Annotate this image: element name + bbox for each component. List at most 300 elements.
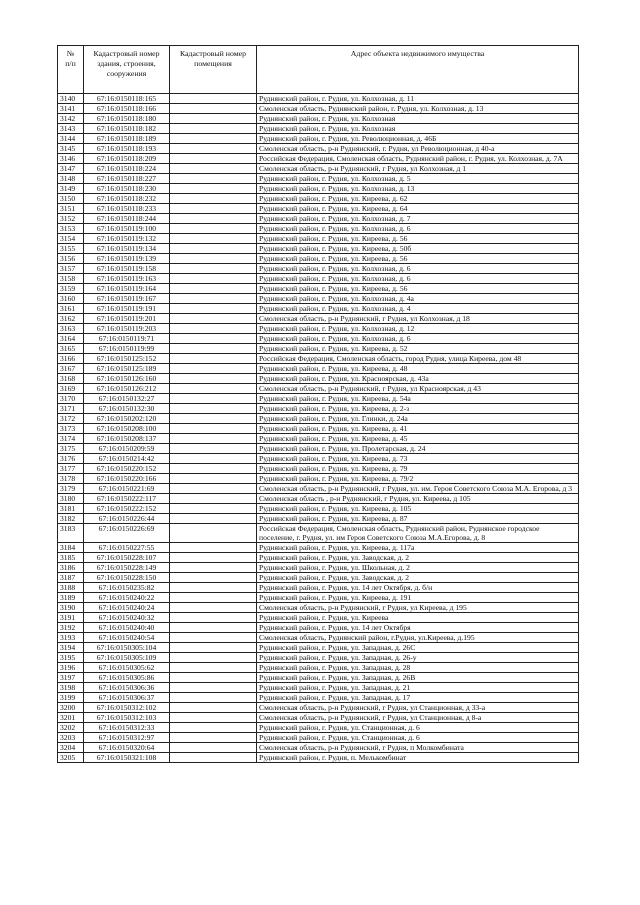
row-number: 3162	[58, 314, 84, 324]
row-number: 3195	[58, 653, 84, 663]
row-number: 3181	[58, 504, 84, 514]
cadastral-room-number	[170, 404, 257, 414]
table-row	[58, 573, 579, 583]
row-number: 3182	[58, 514, 84, 524]
row-number: 3155	[58, 244, 84, 254]
cadastral-building-number: 67:16:0150132:30	[84, 404, 170, 414]
table-row	[58, 623, 579, 633]
table-row	[58, 444, 579, 454]
address-cell: Смоленская область, р-н Руднянский, г Рудня, п Молкомбината	[257, 743, 579, 753]
row-number: 3141	[58, 104, 84, 114]
cadastral-building-number: 67:16:0150125:189	[84, 364, 170, 374]
cadastral-building-number: 67:16:0150240:40	[84, 623, 170, 633]
cadastral-room-number	[170, 653, 257, 663]
table-row	[58, 274, 579, 284]
table-row	[58, 224, 579, 234]
cadastral-building-number: 67:16:0150118:230	[84, 184, 170, 194]
cadastral-room-number	[170, 504, 257, 514]
row-number: 3154	[58, 234, 84, 244]
cadastral-room-number	[170, 244, 257, 254]
address-cell: Руднянский район, г. Рудня, ул. Киреева, д. 56	[257, 284, 579, 294]
row-number: 3196	[58, 663, 84, 673]
address-cell: Смоленская область , р-н Руднянский, г Рудня, ул. Киреева, д 105	[257, 494, 579, 504]
cadastral-building-number: 67:16:0150240:22	[84, 593, 170, 603]
cadastral-building-number: 67:16:0150312:103	[84, 713, 170, 723]
table-row	[58, 633, 579, 643]
cadastral-room-number	[170, 234, 257, 244]
address-cell: Руднянский район, г. Рудня, ул. Колхозная	[257, 114, 579, 124]
cadastral-room-number	[170, 174, 257, 184]
row-number: 3163	[58, 324, 84, 334]
row-number: 3202	[58, 723, 84, 733]
cadastral-building-number: 67:16:0150208:137	[84, 434, 170, 444]
cadastral-room-number	[170, 514, 257, 524]
address-cell: Руднянский район, г. Рудня, ул. Киреева, д. 191	[257, 593, 579, 603]
row-number: 3144	[58, 134, 84, 144]
address-cell: Руднянский район, г. Рудня, ул. Киреева, д. 87	[257, 514, 579, 524]
cadastral-building-number: 67:16:0150125:152	[84, 354, 170, 364]
cadastral-room-number	[170, 424, 257, 434]
address-cell: Руднянский район, г. Рудня, ул. Киреева, д. 62	[257, 194, 579, 204]
cadastral-building-number: 67:16:0150312:33	[84, 723, 170, 733]
table-row	[58, 294, 579, 304]
row-number: 3146	[58, 154, 84, 164]
table-row	[58, 144, 579, 154]
cadastral-building-number: 67:16:0150321:108	[84, 753, 170, 763]
table-row	[58, 284, 579, 294]
address-cell: Руднянский район, г. Рудня, ул. Колхозная, д. 6	[257, 334, 579, 344]
row-number: 3140	[58, 94, 84, 104]
table-row	[58, 234, 579, 244]
address-cell: Руднянский район, г. Рудня, ул. Киреева, д. 79	[257, 464, 579, 474]
cadastral-room-number	[170, 444, 257, 454]
address-cell: Руднянский район, г. Рудня, ул. Западная, д. 26-у	[257, 653, 579, 663]
cadastral-room-number	[170, 494, 257, 504]
address-cell: Руднянский район, г. Рудня, ул. Киреева, д. 50б	[257, 244, 579, 254]
address-cell: Руднянский район, г. Рудня, ул. Революционная, д. 46Б	[257, 134, 579, 144]
cadastral-building-number: 67:16:0150312:102	[84, 703, 170, 713]
address-cell: Руднянский район, г. Рудня, ул. Киреева, д. 105	[257, 504, 579, 514]
address-cell: Руднянский район, г. Рудня, ул. Глинки, д. 24а	[257, 414, 579, 424]
table-row	[58, 723, 579, 733]
table-row	[58, 404, 579, 414]
table-row	[58, 304, 579, 314]
cadastral-building-number: 67:16:0150209:59	[84, 444, 170, 454]
cadastral-building-number: 67:16:0150126:160	[84, 374, 170, 384]
table-row	[58, 334, 579, 344]
table-row	[58, 244, 579, 254]
row-number: 3180	[58, 494, 84, 504]
row-number: 3149	[58, 184, 84, 194]
cadastral-building-number: 67:16:0150118:224	[84, 164, 170, 174]
cadastral-room-number	[170, 703, 257, 713]
address-cell: Руднянский район, г. Рудня, ул. Колхозная	[257, 124, 579, 134]
cadastral-building-number: 67:16:0150320:64	[84, 743, 170, 753]
cadastral-building-number: 67:16:0150126:212	[84, 384, 170, 394]
cadastral-building-number: 67:16:0150228:150	[84, 573, 170, 583]
table-row	[58, 543, 579, 553]
address-cell: Руднянский район, г. Рудня, ул. Киреева, д. 48	[257, 364, 579, 374]
address-cell: Руднянский район, г. Рудня, ул. Станционная, д. 6	[257, 723, 579, 733]
row-number: 3199	[58, 693, 84, 703]
address-cell: Руднянский район, г. Рудня, ул. Колхозная, д. 13	[257, 184, 579, 194]
cadastral-building-number: 67:16:0150119:134	[84, 244, 170, 254]
cadastral-building-number: 67:16:0150305:86	[84, 673, 170, 683]
table-row	[58, 174, 579, 184]
address-cell: Руднянский район, г. Рудня, ул. Киреева, д. 56	[257, 254, 579, 264]
cadastral-room-number	[170, 274, 257, 284]
cadastral-room-number	[170, 284, 257, 294]
table-row	[58, 94, 579, 104]
row-number: 3192	[58, 623, 84, 633]
table-row	[58, 324, 579, 334]
cadastral-building-number: 67:16:0150202:120	[84, 414, 170, 424]
cadastral-building-number: 67:16:0150305:104	[84, 643, 170, 653]
address-cell: Смоленская область, р-н Руднянский, г Рудня, ул Колхозная, д 1	[257, 164, 579, 174]
row-number: 3147	[58, 164, 84, 174]
address-cell: Смоленская область, р-н Руднянский, г Рудня, ул Колхозная, д 18	[257, 314, 579, 324]
cadastral-room-number	[170, 134, 257, 144]
cadastral-building-number: 67:16:0150118:193	[84, 144, 170, 154]
table-row	[58, 184, 579, 194]
address-cell: Руднянский район, г. Рудня, ул. Западная, д. 26В	[257, 673, 579, 683]
cadastral-room-number	[170, 454, 257, 464]
header-row-number: № п/п	[58, 46, 84, 94]
cadastral-building-number: 67:16:0150118:233	[84, 204, 170, 214]
address-cell: Руднянский район, г. Рудня, ул. Станционная, д. 6	[257, 733, 579, 743]
row-number: 3171	[58, 404, 84, 414]
row-number: 3190	[58, 603, 84, 613]
row-number: 3152	[58, 214, 84, 224]
row-number: 3188	[58, 583, 84, 593]
address-cell: Руднянский район, г. Рудня, ул. Пролетарская, д. 24	[257, 444, 579, 454]
table-row	[58, 424, 579, 434]
row-number: 3177	[58, 464, 84, 474]
cadastral-room-number	[170, 334, 257, 344]
cadastral-building-number: 67:16:0150240:54	[84, 633, 170, 643]
address-cell: Руднянский район, г. Рудня, п. Мелькомбинат	[257, 753, 579, 763]
cadastral-room-number	[170, 184, 257, 194]
cadastral-room-number	[170, 713, 257, 723]
address-cell: Руднянский район, г. Рудня, ул. Киреева, д. 2-з	[257, 404, 579, 414]
cadastral-building-number: 67:16:0150119:71	[84, 334, 170, 344]
row-number: 3166	[58, 354, 84, 364]
cadastral-room-number	[170, 124, 257, 134]
table-row	[58, 693, 579, 703]
address-cell: Руднянский район, г. Рудня, ул. Киреева, д. 117а	[257, 543, 579, 553]
cadastral-room-number	[170, 94, 257, 104]
cadastral-room-number	[170, 204, 257, 214]
cadastral-room-number	[170, 723, 257, 733]
cadastral-building-number: 67:16:0150226:69	[84, 524, 170, 543]
row-number: 3189	[58, 593, 84, 603]
table-row	[58, 434, 579, 444]
cadastral-room-number	[170, 693, 257, 703]
cadastral-building-number: 67:16:0150132:27	[84, 394, 170, 404]
cadastral-building-number: 67:16:0150305:109	[84, 653, 170, 663]
row-number: 3183	[58, 524, 84, 543]
cadastral-building-number: 67:16:0150220:166	[84, 474, 170, 484]
address-cell: Смоленская область, р-н Руднянский, г. Рудня, ул Революционная, д 40-а	[257, 144, 579, 154]
cadastral-room-number	[170, 474, 257, 484]
header-address: Адрес объекта недвижимого имущества	[257, 46, 579, 94]
address-cell: Руднянский район, г. Рудня, ул. Киреева, д. 52	[257, 344, 579, 354]
cadastral-room-number	[170, 344, 257, 354]
address-cell: Смоленская область, р-н Руднянский, г Рудня, ул Красноярская, д 43	[257, 384, 579, 394]
row-number: 3161	[58, 304, 84, 314]
cadastral-room-number	[170, 543, 257, 553]
cadastral-room-number	[170, 384, 257, 394]
row-number: 3194	[58, 643, 84, 653]
cadastral-room-number	[170, 304, 257, 314]
property-register-table	[57, 45, 579, 763]
table-header-row	[58, 46, 579, 94]
row-number: 3176	[58, 454, 84, 464]
table-row	[58, 713, 579, 723]
row-number: 3197	[58, 673, 84, 683]
address-cell: Руднянский район, г. Рудня, ул. Заводская, д. 2	[257, 573, 579, 583]
cadastral-building-number: 67:16:0150119:132	[84, 234, 170, 244]
address-cell: Руднянский район, г. Рудня, ул. Заводская, д. 2	[257, 553, 579, 563]
table-row	[58, 254, 579, 264]
row-number: 3157	[58, 264, 84, 274]
cadastral-building-number: 67:16:0150119:100	[84, 224, 170, 234]
address-cell: Руднянский район, г. Рудня, ул. 14 лет Октября, д. б/н	[257, 583, 579, 593]
address-cell: Российская Федерация, Смоленская область, город Рудня, улица Киреева, дом 48	[257, 354, 579, 364]
row-number: 3187	[58, 573, 84, 583]
address-cell: Российская Федерация, Смоленская область, Руднянский район, Руднянское городское поселение, г. Рудня, ул. им Героя Советского Союза М.А.Егорова, д. 8	[257, 524, 579, 543]
row-number: 3150	[58, 194, 84, 204]
address-cell: Смоленская область, р-н Руднянский, г Рудня, ул Станционная, д 8-а	[257, 713, 579, 723]
cadastral-room-number	[170, 743, 257, 753]
row-number: 3153	[58, 224, 84, 234]
table-row	[58, 593, 579, 603]
table-row	[58, 414, 579, 424]
row-number: 3203	[58, 733, 84, 743]
address-cell: Смоленская область, Руднянский район, г.Рудня, ул.Киреева, д.195	[257, 633, 579, 643]
table-row	[58, 454, 579, 464]
cadastral-building-number: 67:16:0150118:182	[84, 124, 170, 134]
row-number: 3172	[58, 414, 84, 424]
address-cell: Руднянский район, г. Рудня, ул. Киреева, д. 73	[257, 454, 579, 464]
table-row	[58, 484, 579, 494]
cadastral-room-number	[170, 613, 257, 623]
cadastral-building-number: 67:16:0150118:209	[84, 154, 170, 164]
row-number: 3170	[58, 394, 84, 404]
row-number: 3185	[58, 553, 84, 563]
address-cell: Руднянский район, г. Рудня, ул. Колхозная, д. 12	[257, 324, 579, 334]
table-row	[58, 354, 579, 364]
address-cell: Российская Федерация, Смоленская область, Руднянский район, г. Рудня, ул. Колхозная, д. 7А	[257, 154, 579, 164]
cadastral-building-number: 67:16:0150226:44	[84, 514, 170, 524]
cadastral-room-number	[170, 633, 257, 643]
cadastral-room-number	[170, 563, 257, 573]
table-row	[58, 214, 579, 224]
row-number: 3191	[58, 613, 84, 623]
table-row	[58, 663, 579, 673]
cadastral-room-number	[170, 673, 257, 683]
cadastral-room-number	[170, 164, 257, 174]
table-row	[58, 643, 579, 653]
cadastral-building-number: 67:16:0150119:164	[84, 284, 170, 294]
table-row	[58, 733, 579, 743]
address-cell: Руднянский район, г. Рудня, ул. Киреева, д. 45	[257, 434, 579, 444]
cadastral-building-number: 67:16:0150228:107	[84, 553, 170, 563]
address-cell: Руднянский район, г. Рудня, ул. Колхозная, д. 6	[257, 274, 579, 284]
row-number: 3158	[58, 274, 84, 284]
table-row	[58, 613, 579, 623]
cadastral-room-number	[170, 663, 257, 673]
row-number: 3159	[58, 284, 84, 294]
table-row	[58, 524, 579, 543]
row-number: 3174	[58, 434, 84, 444]
address-cell: Руднянский район, г. Рудня, ул. Школьная, д. 2	[257, 563, 579, 573]
cadastral-building-number: 67:16:0150119:139	[84, 254, 170, 264]
header-cadastral-room: Кадастровый номер помещения	[170, 46, 257, 94]
address-cell: Смоленская область, р-н Руднянский, г Рудня, ул Станционная, д 33-а	[257, 703, 579, 713]
cadastral-room-number	[170, 593, 257, 603]
table-row	[58, 603, 579, 613]
table-row	[58, 104, 579, 114]
table-row	[58, 464, 579, 474]
cadastral-room-number	[170, 144, 257, 154]
cadastral-building-number: 67:16:0150305:62	[84, 663, 170, 673]
cadastral-room-number	[170, 683, 257, 693]
table-row	[58, 204, 579, 214]
cadastral-room-number	[170, 573, 257, 583]
table-row	[58, 394, 579, 404]
row-number: 3165	[58, 344, 84, 354]
address-cell: Руднянский район, г. Рудня, ул. Киреева	[257, 613, 579, 623]
address-cell: Руднянский район, г. Рудня, ул. Колхозная, д. 6	[257, 224, 579, 234]
cadastral-building-number: 67:16:0150119:99	[84, 344, 170, 354]
cadastral-room-number	[170, 254, 257, 264]
cadastral-room-number	[170, 553, 257, 563]
row-number: 3142	[58, 114, 84, 124]
cadastral-room-number	[170, 264, 257, 274]
address-cell: Руднянский район, г. Рудня, ул. Западная, д. 21	[257, 683, 579, 693]
address-cell: Смоленская область, р-н Руднянский, г Рудня, ул. им. Героя Советского Союза М.А. Егорова, д 3	[257, 484, 579, 494]
row-number: 3160	[58, 294, 84, 304]
address-cell: Руднянский район, г. Рудня, ул. Западная, д. 17	[257, 693, 579, 703]
address-cell: Руднянский район, г. Рудня, ул. 14 лет Октября	[257, 623, 579, 633]
cadastral-room-number	[170, 753, 257, 763]
table-row	[58, 374, 579, 384]
address-cell: Руднянский район, г. Рудня, ул. Колхозная, д. 7	[257, 214, 579, 224]
table-row	[58, 154, 579, 164]
table-row	[58, 114, 579, 124]
table-row	[58, 124, 579, 134]
row-number: 3167	[58, 364, 84, 374]
cadastral-room-number	[170, 194, 257, 204]
row-number: 3198	[58, 683, 84, 693]
table-row	[58, 494, 579, 504]
table-row	[58, 264, 579, 274]
cadastral-room-number	[170, 434, 257, 444]
cadastral-building-number: 67:16:0150119:167	[84, 294, 170, 304]
cadastral-room-number	[170, 154, 257, 164]
row-number: 3156	[58, 254, 84, 264]
address-cell: Руднянский район, г. Рудня, ул. Киреева, д. 41	[257, 424, 579, 434]
row-number: 3173	[58, 424, 84, 434]
address-cell: Руднянский район, г. Рудня, ул. Киреева, д. 54а	[257, 394, 579, 404]
cadastral-room-number	[170, 314, 257, 324]
cadastral-building-number: 67:16:0150118:227	[84, 174, 170, 184]
cadastral-room-number	[170, 364, 257, 374]
cadastral-building-number: 67:16:0150220:152	[84, 464, 170, 474]
cadastral-room-number	[170, 114, 257, 124]
cadastral-building-number: 67:16:0150222:117	[84, 494, 170, 504]
table-row	[58, 553, 579, 563]
cadastral-building-number: 67:16:0150214:42	[84, 454, 170, 464]
table-row	[58, 743, 579, 753]
address-cell: Руднянский район, г. Рудня, ул. Красноярская, д. 43а	[257, 374, 579, 384]
cadastral-building-number: 67:16:0150306:36	[84, 683, 170, 693]
cadastral-building-number: 67:16:0150119:191	[84, 304, 170, 314]
cadastral-room-number	[170, 354, 257, 364]
cadastral-room-number	[170, 294, 257, 304]
address-cell: Руднянский район, г. Рудня, ул. Колхозная, д. 11	[257, 94, 579, 104]
table-row	[58, 673, 579, 683]
cadastral-building-number: 67:16:0150306:37	[84, 693, 170, 703]
table-row	[58, 753, 579, 763]
cadastral-room-number	[170, 524, 257, 543]
cadastral-room-number	[170, 324, 257, 334]
cadastral-building-number: 67:16:0150118:189	[84, 134, 170, 144]
table-row	[58, 344, 579, 354]
cadastral-building-number: 67:16:0150118:180	[84, 114, 170, 124]
cadastral-building-number: 67:16:0150119:201	[84, 314, 170, 324]
row-number: 3184	[58, 543, 84, 553]
cadastral-building-number: 67:16:0150227:55	[84, 543, 170, 553]
row-number: 3151	[58, 204, 84, 214]
header-cadastral-building: Кадастровый номер здания, строения, сооружения	[84, 46, 170, 94]
cadastral-building-number: 67:16:0150119:158	[84, 264, 170, 274]
table-row	[58, 474, 579, 484]
cadastral-building-number: 67:16:0150222:152	[84, 504, 170, 514]
row-number: 3205	[58, 753, 84, 763]
table-row	[58, 314, 579, 324]
row-number: 3145	[58, 144, 84, 154]
row-number: 3204	[58, 743, 84, 753]
cadastral-room-number	[170, 733, 257, 743]
address-cell: Руднянский район, г. Рудня, ул. Киреева, д. 56	[257, 234, 579, 244]
address-cell: Руднянский район, г. Рудня, ул. Колхозная, д. 4а	[257, 294, 579, 304]
address-cell: Руднянский район, г. Рудня, ул. Колхозная, д. 6	[257, 264, 579, 274]
address-cell: Руднянский район, г. Рудня, ул. Западная, д. 26С	[257, 643, 579, 653]
address-cell: Руднянский район, г. Рудня, ул. Колхозная, д. 5	[257, 174, 579, 184]
row-number: 3186	[58, 563, 84, 573]
table-row	[58, 164, 579, 174]
cadastral-building-number: 67:16:0150228:149	[84, 563, 170, 573]
row-number: 3179	[58, 484, 84, 494]
row-number: 3175	[58, 444, 84, 454]
table-row	[58, 504, 579, 514]
table-row	[58, 514, 579, 524]
row-number: 3164	[58, 334, 84, 344]
row-number: 3200	[58, 703, 84, 713]
cadastral-room-number	[170, 643, 257, 653]
cadastral-building-number: 67:16:0150119:203	[84, 324, 170, 334]
cadastral-building-number: 67:16:0150240:24	[84, 603, 170, 613]
table-row	[58, 194, 579, 204]
row-number: 3143	[58, 124, 84, 134]
cadastral-room-number	[170, 104, 257, 114]
table-body	[58, 94, 579, 763]
row-number: 3148	[58, 174, 84, 184]
address-cell: Руднянский район, г. Рудня, ул. Западная, д. 28	[257, 663, 579, 673]
cadastral-room-number	[170, 583, 257, 593]
